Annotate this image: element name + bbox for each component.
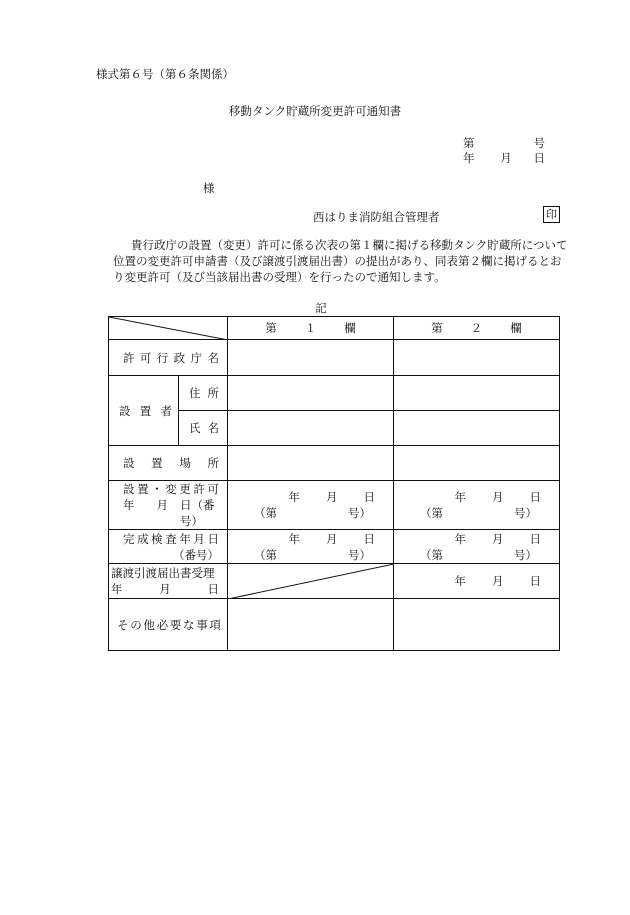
body-line: 貴行政庁の設置（変更）許可に係る次表の第１欄に掲げる移動タンク貯蔵所について — [131, 238, 568, 252]
cell-col2 — [394, 340, 560, 376]
body-line: り変更許可（及び当該届出書の受理）を行ったので通知します。 — [113, 270, 446, 284]
cell-col2 — [394, 599, 560, 651]
diagonal-line — [109, 317, 228, 340]
diagonal-line — [228, 564, 394, 599]
cell-col1-date: 年 月 日 （第 号） — [228, 481, 394, 530]
administrator-name: 西はりま消防組合管理者 — [313, 210, 440, 224]
row-label-other: そ の 他 必 要 な 事 項 — [109, 599, 228, 651]
ki-heading: 記 — [315, 301, 327, 315]
row-label-change-permit: 設 置 ・ 変 更 許 可 年 月 日（番号） — [109, 481, 228, 530]
seal-mark: 印 — [543, 206, 560, 223]
cell-col1-blank — [228, 564, 394, 599]
row-label-permit-agency: 許 可 行 政 庁 名 — [109, 340, 228, 376]
table-row — [109, 481, 560, 530]
cell-col1 — [228, 376, 394, 411]
header-date: 年 月 日 — [463, 151, 545, 165]
table-row — [109, 564, 560, 599]
row-label-location: 設 置 場 所 — [109, 446, 228, 481]
cell-col2-date: 年 月 日 （第 号） — [394, 530, 560, 564]
table-row — [109, 446, 560, 481]
cell-col2-date: 年 月 日 — [394, 564, 560, 599]
row-label-installer: 設 置 者 — [109, 376, 179, 446]
form-number: 様式第６号（第６条関係） — [96, 67, 234, 81]
row-label-transfer: 譲渡引渡届出書受理 年 月 日 — [109, 564, 228, 599]
sublabel-address: 住 所 — [179, 376, 228, 411]
document-title: 移動タンク貯蔵所変更許可通知書 — [228, 104, 402, 118]
table-row — [109, 599, 560, 651]
info-table — [108, 316, 560, 651]
corner-cell — [109, 317, 228, 340]
cell-col1 — [228, 411, 394, 446]
table-row — [109, 376, 560, 411]
cell-col1 — [228, 340, 394, 376]
addressee-suffix: 様 — [203, 181, 215, 195]
cell-col2 — [394, 446, 560, 481]
table-row — [109, 530, 560, 564]
col2-header: 第 ２ 欄 — [394, 317, 560, 340]
table-row — [109, 340, 560, 376]
table-header-row — [109, 317, 560, 340]
header-number: 第 号 — [463, 136, 545, 150]
row-label-inspection: 完 成 検 査 年 月 日 （番号） — [109, 530, 228, 564]
body-text — [113, 237, 571, 285]
sublabel-name: 氏 名 — [179, 411, 228, 446]
col1-header: 第 １ 欄 — [228, 317, 394, 340]
body-line: 位置の変更許可申請書（及び譲渡引渡届出書）の提出があり、同表第２欄に掲げるとお — [113, 254, 562, 268]
cell-col2 — [394, 411, 560, 446]
cell-col2 — [394, 376, 560, 411]
cell-col2-date: 年 月 日 （第 号） — [394, 481, 560, 530]
cell-col1 — [228, 599, 394, 651]
cell-col1 — [228, 446, 394, 481]
cell-col1-date: 年 月 日 （第 号） — [228, 530, 394, 564]
